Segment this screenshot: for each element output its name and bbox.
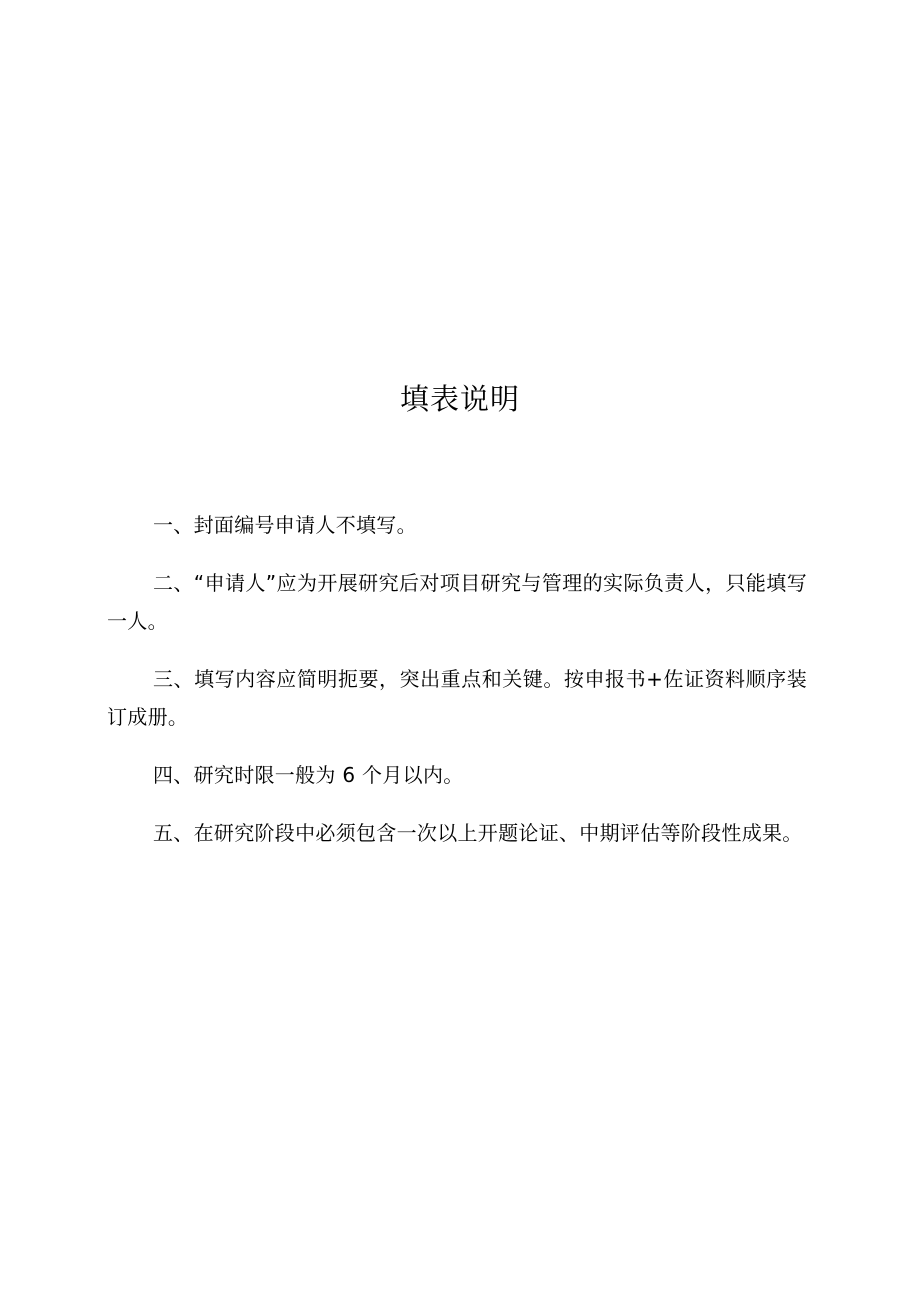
instruction-item-2: 二、“申请人”应为开展研究后对项目研究与管理的实际负责人，只能填写一人。 <box>107 571 807 633</box>
instruction-list <box>107 506 807 872</box>
instruction-item-4: 四、研究时限一般为 6 个月以内。 <box>153 763 464 787</box>
instruction-item-5: 五、在研究阶段中必须包含一次以上开题论证、中期评估等阶段性成果。 <box>153 821 803 845</box>
page-title: 填表说明 <box>399 382 520 416</box>
instruction-item-1: 一、封面编号申请人不填写。 <box>153 513 417 537</box>
instruction-item-3: 三、填写内容应简明扼要，突出重点和关键。按申报书+佐证资料顺序装订成册。 <box>107 667 807 729</box>
